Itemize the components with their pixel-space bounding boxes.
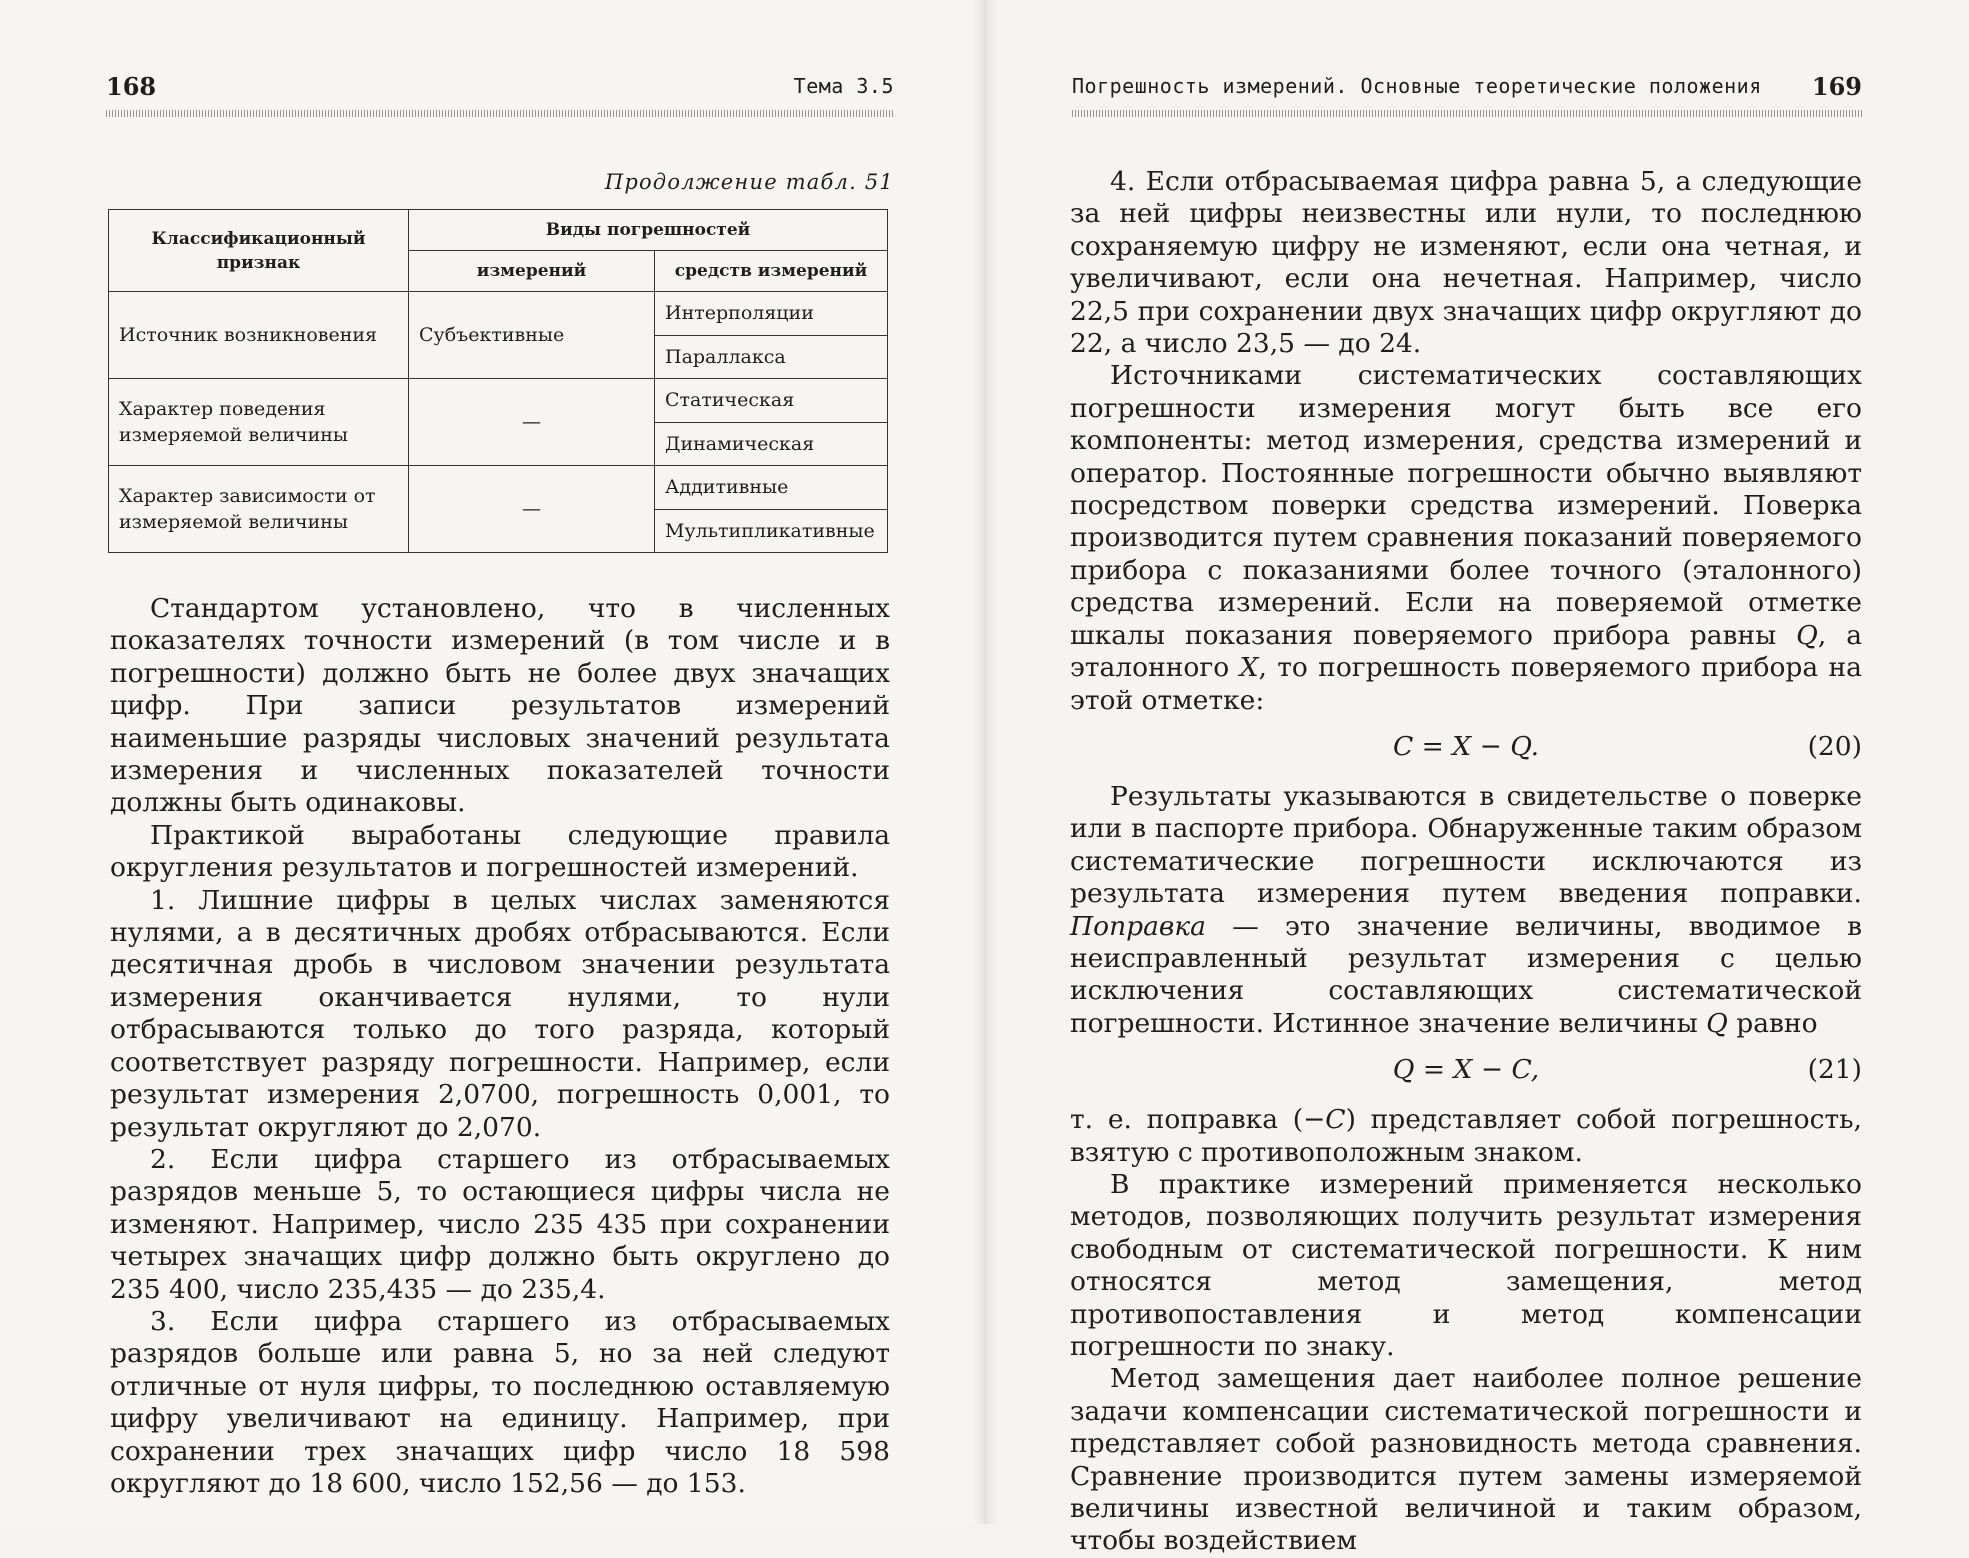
right-running-head <box>1072 72 1862 112</box>
table-cell-measurements: — <box>409 379 655 466</box>
running-title: Погрешность измерений. Основные теоретические положения <box>1072 74 1762 98</box>
table-cell-instrument: Параллакса <box>655 335 888 379</box>
equation-number: (20) <box>1807 730 1862 762</box>
table-cell-instrument: Аддитивные <box>655 466 888 510</box>
term-correction: Поправка <box>1070 910 1206 942</box>
equation-number: (21) <box>1807 1054 1862 1086</box>
formula-expression: Q = X − C, <box>1392 1054 1540 1086</box>
page-number: 169 <box>1811 72 1862 101</box>
table-cell-feature: Источник возникновения <box>109 292 409 379</box>
paragraph: 3. Если цифра старшего из отбрасываемых разрядов больше или равна 5, но за ней следуют отличные от нуля цифры, то последнюю оставляемую цифру увеличивают на единицу. Например, при сохранении трех значащих цифр число 18 598 округляют до 18 600, число 152,56 — до 153. <box>110 1305 890 1499</box>
table-cell-feature: Характер зависимости от измеряемой величины <box>109 466 409 553</box>
table-row <box>109 466 888 510</box>
table-row <box>109 379 888 423</box>
paragraph: 2. Если цифра старшего из отбрасываемых разрядов меньше 5, то остающиеся цифры числа не изменяют. Например, число 235 435 при сохранении четырех значащих цифр должно быть округлено до 235 400, число 235,435 — до 235,4. <box>110 1143 890 1305</box>
formula-expression: C = X − Q. <box>1392 730 1540 762</box>
left-page <box>0 0 984 1524</box>
formula-21 <box>1070 1040 1862 1104</box>
running-title: Тема 3.5 <box>793 74 894 98</box>
right-body-text <box>1070 166 1862 1558</box>
table-header-feature: Классификационный признак <box>109 210 409 292</box>
error-classification-table <box>108 209 888 553</box>
right-page <box>984 0 1969 1557</box>
table-header-measurements: измерений <box>409 251 655 292</box>
table-header-group: Виды погрешностей <box>409 210 888 251</box>
paragraph: 1. Лишние цифры в целых числах заменяются нулями, а в десятичных дробях отбрасываются. Если десятичная дробь в числовом значении результата измерения оканчивается нулями, то нули отбрасываются только до того разряда, который соответствует разряду погрешности. Например, если результат измерения 2,0700, погрешность 0,001, то результат округляют до 2,070. <box>110 884 890 1143</box>
table-header-instruments: средств измерений <box>655 251 888 292</box>
table-cell-measurements: Субъективные <box>409 292 655 379</box>
left-running-head <box>106 72 894 112</box>
variable-minus-c: −C <box>1303 1104 1346 1136</box>
paragraph: Результаты указываются в свидетельстве о поверке или в паспорте прибора. Обнаруженные таким образом систематические погрешности исключаются из результата измерения путем введения поправки. Поправка — это значение величины, вводимое в неисправленный результат измерения с целью исключения составляющих систематической погрешности. Истинное значение величины Q равно <box>1070 780 1862 1039</box>
left-body-text <box>110 593 890 1500</box>
header-rule <box>1072 110 1862 117</box>
table-cell-instrument: Интерполяции <box>655 292 888 336</box>
table-cell-feature: Характер поведения измеряемой величины <box>109 379 409 466</box>
table-cell-measurements: — <box>409 466 655 553</box>
header-rule <box>106 110 894 117</box>
paragraph: Метод замещения дает наиболее полное решение задачи компенсации систематической погрешности и представляет собой разновидность метода сравнения. Сравнение производится путем замены измеряемой величины известной величиной и таким образом, чтобы воздействием <box>1070 1363 1862 1557</box>
paragraph: 4. Если отбрасываемая цифра равна 5, а следующие за ней цифры неизвестны или нули, то последнюю сохраняемую цифру не изменяют, если она четная, и увеличивают, если она нечетная. Например, число 22,5 при сохранении двух значащих цифр округляют до 22, а число 23,5 — до 24. <box>1070 166 1862 360</box>
formula-20 <box>1070 717 1862 781</box>
paragraph: т. е. поправка (−C) представляет собой погрешность, взятую с противоположным знаком. <box>1070 1104 1862 1168</box>
table-cell-instrument: Мультипликативные <box>655 509 888 553</box>
paragraph: В практике измерений применяется несколько методов, позволяющих получить результат измерения свободным от систематической погрешности. К ним относятся метод замещения, метод противопоставления и метод компенсации погрешности по знаку. <box>1070 1168 1862 1362</box>
table-caption: Продолжение табл. 51 <box>604 170 894 194</box>
book-gutter <box>972 0 998 1524</box>
paragraph: Стандартом установлено, что в численных показателях точности измерений (в том числе и в погрешности) должно быть не более двух значащих цифр. При записи результатов измерений наименьшие разряды числовых значений результата измерения и численных показателей точности должны быть одинаковы. <box>110 593 890 819</box>
page-number: 168 <box>106 72 157 101</box>
table-cell-instrument: Статическая <box>655 379 888 423</box>
paragraph: Источниками систематических составляющих погрешности измерения могут быть все его компоненты: метод измерения, средства измерений и оператор. Постоянные погрешности обычно выявляют посредством поверки средства измерений. Поверка производится путем сравнения показаний поверяемого прибора с показаниями более точного (эталонного) средства измерений. Если на поверяемой отметке шкалы показания поверяемого прибора равны Q, а эталонного X, то погрешность поверяемого прибора на этой отметке: <box>1070 360 1862 716</box>
variable-q: Q <box>1796 619 1818 651</box>
table-row <box>109 292 888 336</box>
variable-x: X <box>1239 652 1259 684</box>
paragraph: Практикой выработаны следующие правила округления результатов и погрешностей измерений. <box>110 819 890 884</box>
variable-q: Q <box>1706 1007 1728 1039</box>
table-cell-instrument: Динамическая <box>655 422 888 466</box>
